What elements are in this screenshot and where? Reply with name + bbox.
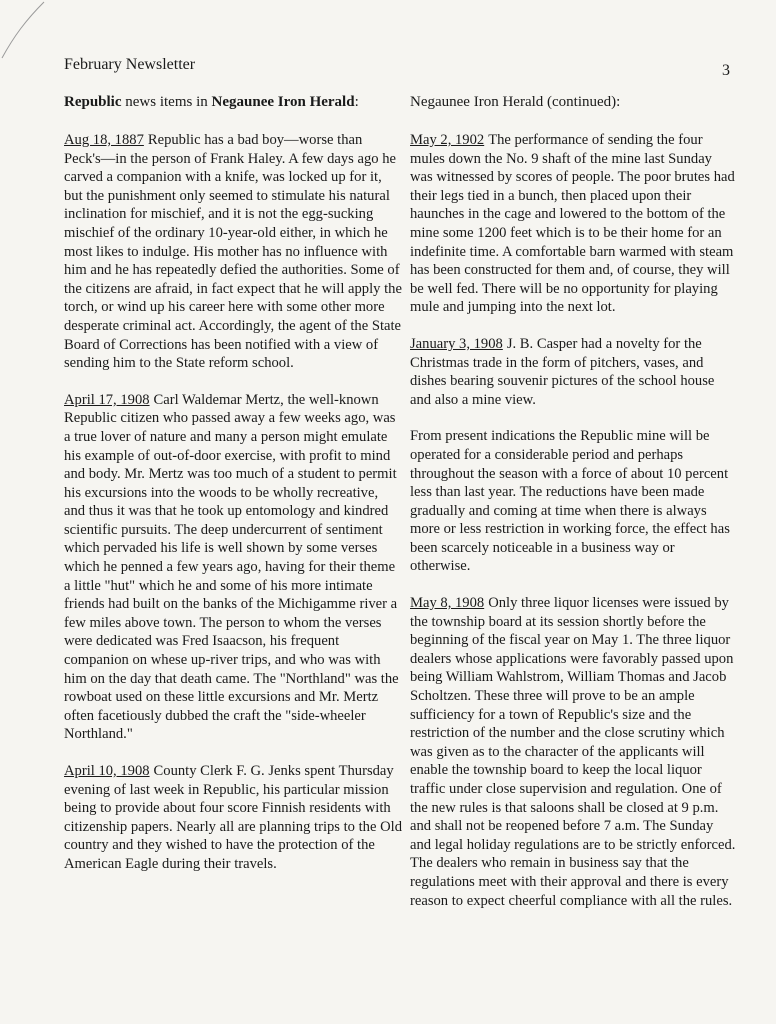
news-item-text: From present indications the Republic mine will be operated for a considerable period and perhaps throughout the season with a force of about 10 percent less than last year. The reductions have been made gradually and coming at time when there is always more or less restriction in working force, the effect has been scarcely noticeable in a business way or otherwise. [410, 428, 730, 575]
news-item-text: Carl Waldemar Mertz, the well-known Republic citizen who passed away a few weeks ago, was a true lover of nature and many a person might emulate his example of out-of-door exercise, with profit to mind and body. Mr. Mertz was too much of a student to permit his excursions into the woods to be wholly recreative, and thus it was that he took up entomology and kindred scientific pursuits. The deep undercurrent of sentiment which pervaded his life is well shown by some verses which he penned a few years ago, having for their theme a little "hut" which he and some of his more intimate friends had built on the banks of the Michigamme river a few miles above town. The person to whom the verses were dedicated was Fred Isaacson, his frequent companion on whese up-river trips, and who was with him on the day that death came. The "Northland" was the rowboat used on these little excursions and Mr. Mertz often facetiously dubbed the craft the "side-wheeler Northland." [64, 391, 399, 743]
news-item-date: April 17, 1908 [64, 391, 150, 408]
page-number: 3 [722, 62, 730, 79]
news-item-text: J. B. Casper had a novelty for the Christmas trade in the form of pitchers, vases, and dishes bearing souvenir pictures of the school house and also a mine view. [410, 335, 715, 408]
news-item-text: County Clerk F. G. Jenks spent Thursday evening of last week in Republic, his particular mission being to provide about four score Finnish residents with citizenship papers. Nearly all are planning trips to the Old country and they wished to have the protection of the American Eagle during their travels. [64, 763, 402, 872]
right-column-heading: Negaunee Iron Herald (continued): [410, 94, 621, 110]
newsletter-title: February Newsletter [64, 56, 196, 73]
news-item-date: April 10, 1908 [64, 763, 150, 779]
news-item [64, 762, 402, 874]
page-corner-mark [0, 0, 46, 60]
news-item-text: The performance of sending the four mules down the No. 9 shaft of the mine last Sunday was witnessed by scores of people. The poor brutes had their legs tied in a bunch, then placed upon their haunches in the cage and lowered to the bottom of the mine some 1200 feet which is to be their home for an indefinite time. A comfortable barn warmed with steam has been constructed for them and, of course, they will be well fed. There will be no opportunity for playing mule and jumping into the next lot. [410, 132, 735, 316]
news-item [64, 391, 402, 744]
left-column-heading [64, 92, 402, 112]
news-item-text: Only three liquor licenses were issued by the township board at its session shortly before the beginning of the fiscal year on May 1. The three liquor dealers whose applications were favorably passed upon being William Wahlstrom, William Thomas and Jacob Scholtzen. These three will prove to be an ample sufficiency for a town of Republic's size and the restriction of the number and the close scrutiny which was given as to the character of the applicants will enable the township board to keep the local liquor traffic under close supervision and regulation. One of the new rules is that saloons shall be closed at 9 p.m. and shall not be reopened before 7 a.m. The Sunday and legal holiday regulations are to be strictly enforced. The dealers who remain in business say that the regulations meet with their approval and there is every reason to expect cheerful compliance with all the rules. [410, 595, 736, 909]
news-item [410, 594, 736, 910]
news-item [64, 131, 402, 373]
news-item-date: Aug 18, 1887 [64, 132, 144, 148]
news-item-text: Republic has a bad boy—worse than Peck's—in the person of Frank Haley. A few days ago he carved a companion with a knife, was locked up for it, but the punishment only seemed to stimulate his natural inclination for mischief, and it is not the egg-sucking mischief of the ordinary 10-year-old either, in which he most likes to indulge. His mother has no influence with him and he has repeatedly defied the authorities. Some of the citizens are afraid, in fact expect that he will apply the torch, or wind up his career here with some other more desperate criminal act. Accordingly, the agent of the State Board of Corrections has been notified with a view of sending him to the State reform school. [64, 132, 402, 372]
news-item [410, 131, 736, 317]
news-item-date: May 2, 1902 [410, 132, 485, 148]
heading-colon: : [354, 94, 359, 110]
heading-republic: Republic [64, 94, 122, 110]
news-item [410, 335, 736, 409]
news-item [410, 427, 736, 576]
right-column [410, 92, 736, 928]
news-item-date: May 8, 1908 [410, 595, 485, 612]
heading-connector: news items in [121, 94, 212, 110]
left-column [64, 92, 402, 892]
heading-newspaper: Negaunee Iron Herald [211, 94, 355, 110]
news-item-date: January 3, 1908 [410, 335, 503, 352]
